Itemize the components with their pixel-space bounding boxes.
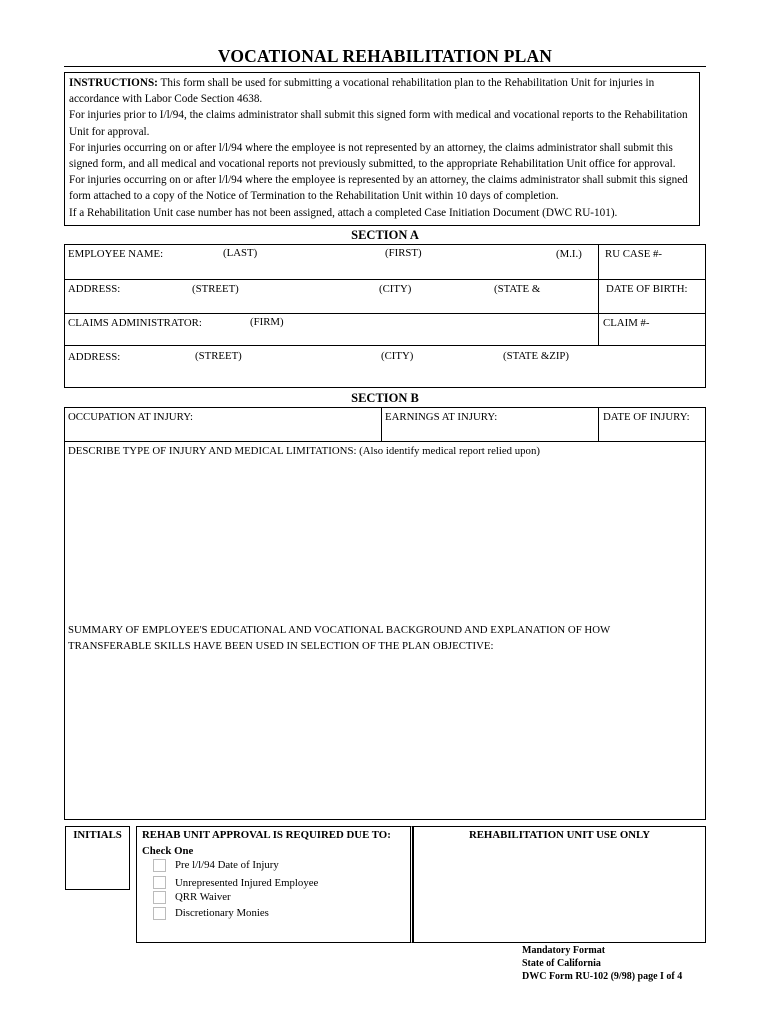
claims-administrator-field[interactable]: CLAIMS ADMINISTRATOR: (68, 317, 202, 329)
background-summary-field[interactable] (68, 622, 610, 654)
divider (64, 279, 706, 280)
first-name-label: (FIRST) (385, 247, 422, 259)
employee-name-field[interactable]: EMPLOYEE NAME: (68, 248, 164, 260)
qrr-waiver-checkbox[interactable] (153, 891, 166, 904)
summary-line-1: SUMMARY OF EMPLOYEE'S EDUCATIONAL AND VOCATIONAL BACKGROUND AND EXPLANATION OF HOW (68, 624, 611, 636)
street-label-2: (STREET) (195, 350, 242, 362)
date-of-injury-field[interactable]: DATE OF INJURY: (603, 411, 690, 423)
rehab-unit-use-box (413, 826, 706, 943)
firm-label: (FIRM) (250, 316, 284, 328)
street-label: (STREET) (192, 283, 239, 295)
claim-number-field[interactable]: CLAIM #- (603, 317, 650, 329)
instructions-p4: For injuries occurring on or after l/l/94 where the employee is represented by an attorney, the claims administrator shall submit this signed form attached to a copy of the Notice of Termination to the Rehabilitation Unit within 10 days of completion. (69, 174, 688, 203)
occupation-at-injury-field[interactable]: OCCUPATION AT INJURY: (68, 411, 194, 423)
summary-line-2: TRANSFERABLE SKILLS HAVE BEEN USED IN SELECTION OF THE PLAN OBJECTIVE: (68, 640, 494, 652)
city-label-2: (CITY) (381, 350, 414, 362)
instructions-p1: INSTRUCTIONS: This form shall be used for submitting a vocational rehabilitation plan to the Rehabilitation Unit for injuries in accordance with Labor Code Section 4638. (69, 77, 655, 106)
divider (598, 244, 599, 345)
initials-label: INITIALS (73, 829, 122, 841)
state-zip-label: (STATE &ZIP) (503, 350, 570, 362)
pre-1994-checkbox[interactable] (153, 859, 166, 872)
divider (64, 441, 706, 442)
unit-use-only-label: REHABILITATION UNIT USE ONLY (468, 829, 651, 841)
date-of-birth-field[interactable]: DATE OF BIRTH: (606, 283, 688, 295)
earnings-at-injury-field[interactable]: EARNINGS AT INJURY: (385, 411, 498, 423)
city-label: (CITY) (379, 283, 412, 295)
section-b-box (64, 407, 706, 820)
instructions-p2: For injuries prior to I/l/94, the claims administrator shall submit this signed form with medical and vocational reports to the Rehabilitation Unit for approval. (69, 109, 688, 138)
pre-1994-label: Pre l/l/94 Date of Injury (175, 859, 279, 871)
page-title: VOCATIONAL REHABILITATION PLAN (217, 46, 553, 66)
section-a-box (64, 244, 706, 388)
middle-initial-label: (M.I.) (556, 248, 582, 260)
title-rule (64, 66, 706, 67)
form-footer (522, 944, 682, 983)
qrr-waiver-label: QRR Waiver (175, 891, 231, 903)
divider (64, 313, 706, 314)
last-name-label: (LAST) (223, 247, 258, 259)
instructions-lead: INSTRUCTIONS: (69, 77, 158, 89)
check-one-label: Check One (142, 845, 194, 857)
instructions-box (64, 72, 700, 226)
state-label: (STATE & (494, 283, 541, 295)
discretionary-monies-label: Discretionary Monies (175, 907, 269, 919)
unrepresented-label: Unrepresented Injured Employee (175, 877, 319, 889)
employee-address-field[interactable]: ADDRESS: (68, 283, 121, 295)
divider (381, 407, 382, 441)
divider (598, 407, 599, 441)
footer-state: State of California (522, 958, 601, 969)
footer-form-number: DWC Form RU-102 (9/98) page I of 4 (522, 971, 683, 982)
injury-description-field[interactable]: DESCRIBE TYPE OF INJURY AND MEDICAL LIMITATIONS: (Also identify medical report relied upon) (68, 445, 540, 457)
divider (64, 345, 706, 346)
discretionary-monies-checkbox[interactable] (153, 907, 166, 920)
footer-mandatory-format: Mandatory Format (522, 945, 606, 956)
unrepresented-checkbox[interactable] (153, 876, 166, 889)
required-due-to-label: REHAB UNIT APPROVAL IS REQUIRED DUE TO: (142, 829, 391, 841)
section-b-title: SECTION B (351, 391, 419, 405)
instructions-p5: If a Rehabilitation Unit case number has not been assigned, attach a completed Case Initiation Document (DWC RU-101). (69, 206, 618, 219)
ru-case-field[interactable]: RU CASE #- (605, 248, 662, 260)
section-a-title: SECTION A (351, 228, 419, 242)
administrator-address-field[interactable]: ADDRESS: (68, 351, 121, 363)
instructions-p3: For injuries occurring on or after l/l/94 where the employee is not represented by an attorney, the claims administrator shall submit this signed form, and all medical and vocational reports not previously submitted, to the appropriate Rehabilitation Unit office for approval. (69, 141, 676, 171)
